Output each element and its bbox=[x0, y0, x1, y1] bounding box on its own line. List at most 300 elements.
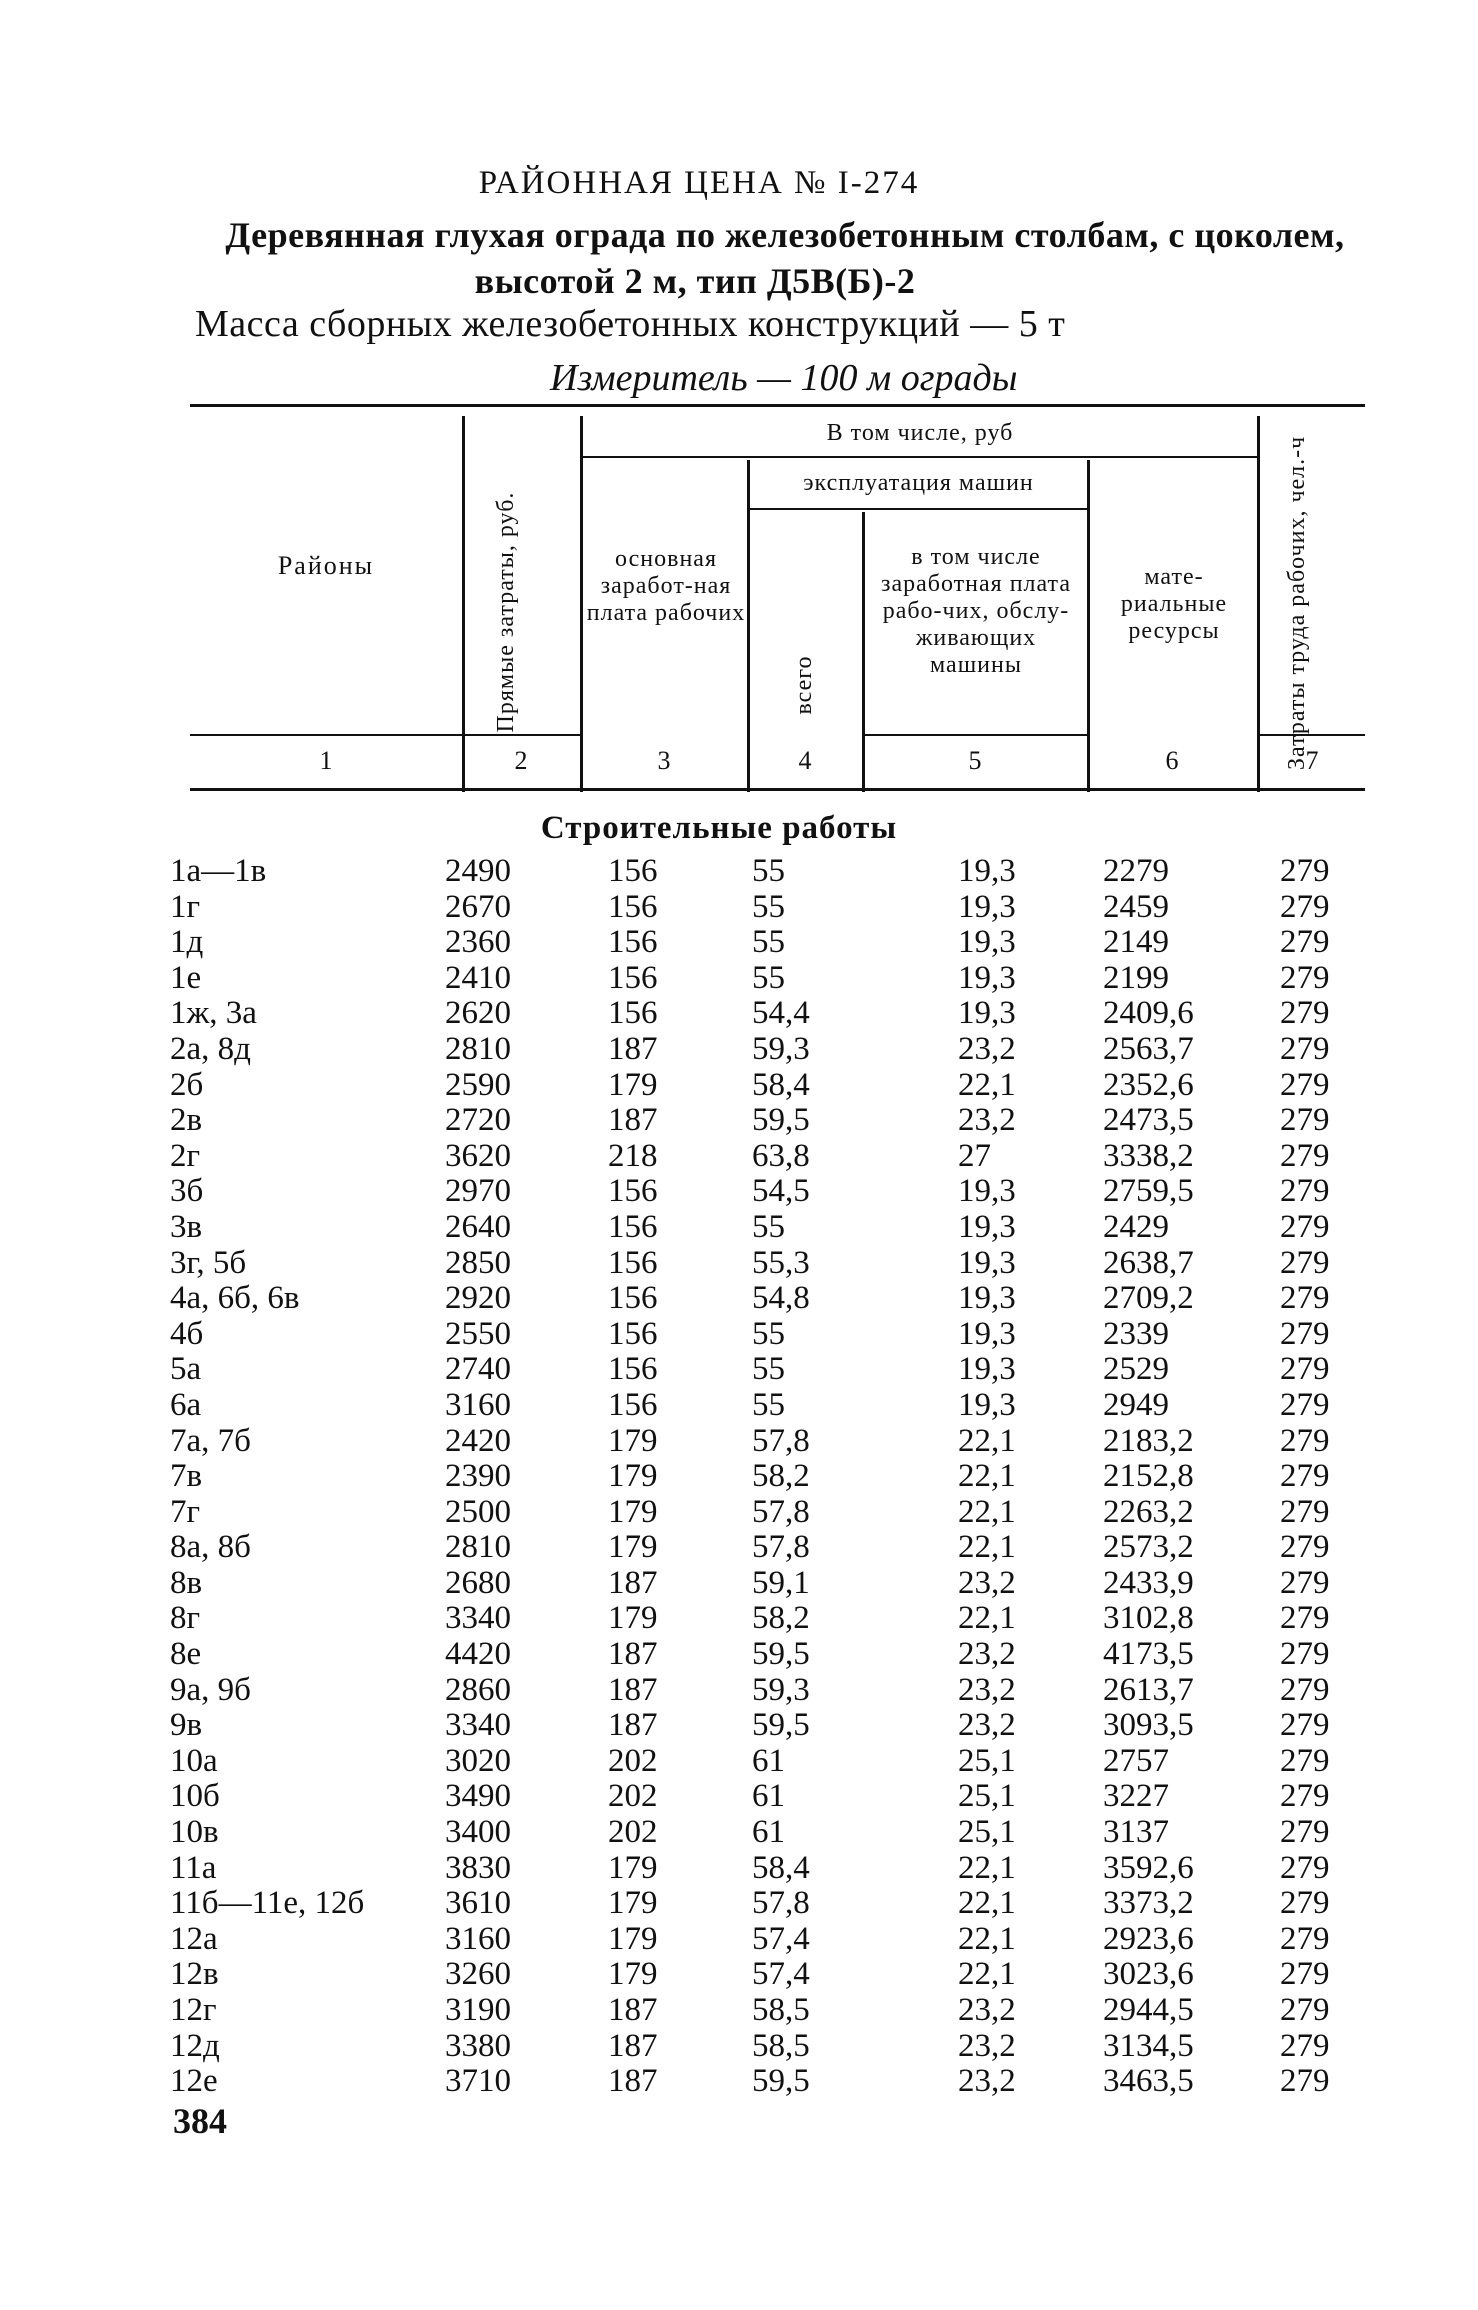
table-row bbox=[0, 1068, 1478, 1104]
base-wage-cell: 202 bbox=[608, 1742, 658, 1779]
labor-cell: 279 bbox=[1280, 1351, 1330, 1388]
materials-cell: 2473,5 bbox=[1103, 1102, 1194, 1139]
direct-costs-cell: 2550 bbox=[445, 1315, 511, 1352]
region-cell: 7г bbox=[170, 1493, 201, 1530]
materials-cell: 2949 bbox=[1103, 1386, 1169, 1423]
labor-cell: 279 bbox=[1280, 1742, 1330, 1779]
table-row bbox=[0, 1281, 1478, 1317]
section-title: Строительные работы bbox=[540, 810, 898, 846]
machine-wage-cell: 19,3 bbox=[958, 888, 1016, 925]
region-cell: 1ж, 3а bbox=[170, 995, 257, 1032]
machine-wage-cell: 23,2 bbox=[958, 2027, 1016, 2064]
region-cell: 10в bbox=[170, 1814, 219, 1851]
direct-costs-cell: 3340 bbox=[445, 1600, 511, 1637]
base-wage-cell: 156 bbox=[608, 1315, 658, 1352]
document-title bbox=[195, 212, 1375, 304]
direct-costs-cell: 3160 bbox=[445, 1386, 511, 1423]
direct-costs-cell: 3190 bbox=[445, 1992, 511, 2028]
labor-cell: 279 bbox=[1280, 1173, 1330, 1210]
machines-total-cell: 55 bbox=[752, 959, 785, 996]
machines-total-cell: 58,2 bbox=[752, 1600, 810, 1637]
direct-costs-cell: 3380 bbox=[445, 2027, 511, 2064]
mass-note: Масса сборных железобетонных конструкций — 5 т bbox=[195, 303, 1066, 345]
materials-cell: 2429 bbox=[1103, 1208, 1169, 1245]
machines-total-cell: 55 bbox=[752, 924, 785, 961]
labor-cell: 279 bbox=[1280, 1992, 1330, 2028]
machines-total-cell: 59,5 bbox=[752, 1636, 810, 1673]
numbers-rule-a bbox=[190, 734, 462, 736]
base-wage-cell: 187 bbox=[608, 1707, 658, 1744]
machines-total-cell: 57,8 bbox=[752, 1885, 810, 1922]
divider-2 bbox=[580, 416, 583, 792]
region-cell: 4а, 6б, 6в bbox=[170, 1280, 300, 1317]
base-wage-cell: 218 bbox=[608, 1137, 658, 1174]
region-cell: 12д bbox=[170, 2027, 220, 2064]
materials-cell: 2263,2 bbox=[1103, 1493, 1194, 1530]
table-row bbox=[0, 1851, 1478, 1887]
region-cell: 1е bbox=[170, 959, 202, 996]
materials-cell: 2459 bbox=[1103, 888, 1169, 925]
numbers-rule-c bbox=[862, 734, 1087, 736]
labor-cell: 279 bbox=[1280, 1458, 1330, 1495]
materials-cell: 2573,2 bbox=[1103, 1529, 1194, 1566]
region-cell: 3г, 5б bbox=[170, 1244, 247, 1281]
base-wage-cell: 179 bbox=[608, 1422, 658, 1459]
table-row bbox=[0, 925, 1478, 961]
materials-cell: 2183,2 bbox=[1103, 1422, 1194, 1459]
machine-wage-cell: 23,2 bbox=[958, 1030, 1016, 1067]
region-cell: 10а bbox=[170, 1742, 218, 1779]
base-wage-cell: 156 bbox=[608, 1351, 658, 1388]
region-cell: 12в bbox=[170, 1956, 219, 1993]
base-wage-cell: 187 bbox=[608, 1992, 658, 2028]
region-cell: 9а, 9б bbox=[170, 1671, 251, 1708]
region-cell: 8е bbox=[170, 1636, 202, 1673]
machine-wage-cell: 22,1 bbox=[958, 1493, 1016, 1530]
materials-cell: 3134,5 bbox=[1103, 2027, 1194, 2064]
labor-cell: 279 bbox=[1280, 1529, 1330, 1566]
machines-total-cell: 54,4 bbox=[752, 995, 810, 1032]
machine-wage-cell: 22,1 bbox=[958, 1920, 1016, 1957]
group-machines-header: эксплуатация машин bbox=[803, 470, 1034, 496]
machines-total-cell: 59,3 bbox=[752, 1030, 810, 1067]
machines-total-cell: 59,1 bbox=[752, 1564, 810, 1601]
base-wage-cell: 156 bbox=[608, 924, 658, 961]
machines-total-cell: 58,5 bbox=[752, 2027, 810, 2064]
base-wage-cell: 187 bbox=[608, 1030, 658, 1067]
table-row bbox=[0, 1815, 1478, 1851]
base-wage-cell: 179 bbox=[608, 1458, 658, 1495]
labor-cell: 279 bbox=[1280, 1707, 1330, 1744]
machine-wage-cell: 19,3 bbox=[958, 1280, 1016, 1317]
labor-cell: 279 bbox=[1280, 853, 1330, 889]
machines-total-cell: 59,5 bbox=[752, 1707, 810, 1744]
machines-total-cell: 57,4 bbox=[752, 1956, 810, 1993]
machine-wage-cell: 23,2 bbox=[958, 1992, 1016, 2028]
machine-wage-cell: 19,3 bbox=[958, 959, 1016, 996]
title-line-2: высотой 2 м, тип Д5В(Б)-2 bbox=[474, 261, 916, 301]
materials-cell: 2944,5 bbox=[1103, 1992, 1194, 2028]
labor-cell: 279 bbox=[1280, 2027, 1330, 2064]
col-base-wage-header: основная заработ-ная плата рабочих bbox=[586, 546, 746, 626]
materials-cell: 2563,7 bbox=[1103, 1030, 1194, 1067]
region-cell: 12е bbox=[170, 2063, 218, 2100]
table-row bbox=[0, 1103, 1478, 1139]
direct-costs-cell: 3160 bbox=[445, 1920, 511, 1957]
machines-total-cell: 63,8 bbox=[752, 1137, 810, 1174]
table-row bbox=[0, 1317, 1478, 1353]
direct-costs-cell: 2590 bbox=[445, 1066, 511, 1103]
table-row bbox=[0, 890, 1478, 926]
base-wage-cell: 202 bbox=[608, 1778, 658, 1815]
col-regions-header: Районы bbox=[277, 551, 375, 580]
labor-cell: 279 bbox=[1280, 1920, 1330, 1957]
machine-wage-cell: 25,1 bbox=[958, 1742, 1016, 1779]
base-wage-cell: 179 bbox=[608, 1066, 658, 1103]
labor-cell: 279 bbox=[1280, 1564, 1330, 1601]
col-number-6: 6 bbox=[1165, 746, 1179, 775]
region-cell: 1а—1в bbox=[170, 853, 267, 889]
direct-costs-cell: 3020 bbox=[445, 1742, 511, 1779]
labor-cell: 279 bbox=[1280, 1030, 1330, 1067]
table-row bbox=[0, 1637, 1478, 1673]
labor-cell: 279 bbox=[1280, 888, 1330, 925]
table-row bbox=[0, 1495, 1478, 1531]
direct-costs-cell: 2410 bbox=[445, 959, 511, 996]
direct-costs-cell: 2360 bbox=[445, 924, 511, 961]
table-row bbox=[0, 1957, 1478, 1993]
divider-4 bbox=[862, 512, 865, 792]
machines-total-cell: 55 bbox=[752, 888, 785, 925]
table-row bbox=[0, 1922, 1478, 1958]
region-cell: 11а bbox=[170, 1849, 217, 1886]
base-wage-cell: 179 bbox=[608, 1493, 658, 1530]
materials-cell: 2923,6 bbox=[1103, 1920, 1194, 1957]
base-wage-cell: 156 bbox=[608, 853, 658, 889]
table-row bbox=[0, 1246, 1478, 1282]
base-wage-cell: 156 bbox=[608, 1244, 658, 1281]
table-row bbox=[0, 2029, 1478, 2065]
machine-wage-cell: 19,3 bbox=[958, 853, 1016, 889]
materials-cell: 3338,2 bbox=[1103, 1137, 1194, 1174]
machines-total-cell: 55 bbox=[752, 1208, 785, 1245]
table-row bbox=[0, 1388, 1478, 1424]
machines-total-cell: 59,3 bbox=[752, 1671, 810, 1708]
col-materials-header: мате-риальные ресурсы bbox=[1120, 564, 1228, 644]
materials-cell: 3592,6 bbox=[1103, 1849, 1194, 1886]
labor-cell: 279 bbox=[1280, 1493, 1330, 1530]
direct-costs-cell: 3620 bbox=[445, 1137, 511, 1174]
region-cell: 8г bbox=[170, 1600, 201, 1637]
machines-total-cell: 59,5 bbox=[752, 1102, 810, 1139]
materials-cell: 2709,2 bbox=[1103, 1280, 1194, 1317]
direct-costs-cell: 2640 bbox=[445, 1208, 511, 1245]
direct-costs-cell: 2860 bbox=[445, 1671, 511, 1708]
col-machine-wage-header: в том числе заработная плата рабо-чих, обслу-живающих машины bbox=[881, 544, 1071, 678]
machine-wage-cell: 19,3 bbox=[958, 995, 1016, 1032]
base-wage-cell: 187 bbox=[608, 2063, 658, 2100]
table-header bbox=[190, 404, 1365, 792]
base-wage-cell: 187 bbox=[608, 1671, 658, 1708]
base-wage-cell: 187 bbox=[608, 1564, 658, 1601]
materials-cell: 3093,5 bbox=[1103, 1707, 1194, 1744]
group-rule-total bbox=[583, 456, 1257, 458]
labor-cell: 279 bbox=[1280, 1778, 1330, 1815]
machine-wage-cell: 19,3 bbox=[958, 1315, 1016, 1352]
region-cell: 4б bbox=[170, 1315, 204, 1352]
machine-wage-cell: 22,1 bbox=[958, 1529, 1016, 1566]
direct-costs-cell: 2850 bbox=[445, 1244, 511, 1281]
machines-total-cell: 57,8 bbox=[752, 1529, 810, 1566]
machine-wage-cell: 19,3 bbox=[958, 1386, 1016, 1423]
materials-cell: 2152,8 bbox=[1103, 1458, 1194, 1495]
region-cell: 9в bbox=[170, 1707, 203, 1744]
materials-cell: 2759,5 bbox=[1103, 1173, 1194, 1210]
region-cell: 7в bbox=[170, 1458, 203, 1495]
machines-total-cell: 55 bbox=[752, 1315, 785, 1352]
direct-costs-cell: 2390 bbox=[445, 1458, 511, 1495]
direct-costs-cell: 2920 bbox=[445, 1280, 511, 1317]
machine-wage-cell: 23,2 bbox=[958, 1671, 1016, 1708]
labor-cell: 279 bbox=[1280, 1244, 1330, 1281]
region-cell: 12г bbox=[170, 1992, 217, 2028]
col-direct-costs-header: Прямые затраты, руб. bbox=[493, 491, 519, 733]
direct-costs-cell: 2810 bbox=[445, 1529, 511, 1566]
col-number-1: 1 bbox=[319, 746, 333, 775]
group-rule-machines bbox=[750, 508, 1087, 510]
table-row bbox=[0, 1779, 1478, 1815]
col-machines-total-header: всего bbox=[791, 655, 817, 715]
labor-cell: 279 bbox=[1280, 1066, 1330, 1103]
region-cell: 2г bbox=[170, 1137, 201, 1174]
base-wage-cell: 156 bbox=[608, 959, 658, 996]
table-row bbox=[0, 1459, 1478, 1495]
direct-costs-cell: 2620 bbox=[445, 995, 511, 1032]
base-wage-cell: 179 bbox=[608, 1885, 658, 1922]
measure-note: Измеритель — 100 м ограды bbox=[550, 357, 1018, 399]
region-cell: 7а, 7б bbox=[170, 1422, 251, 1459]
base-wage-cell: 179 bbox=[608, 1600, 658, 1637]
machines-total-cell: 61 bbox=[752, 1778, 785, 1815]
materials-cell: 3227 bbox=[1103, 1778, 1169, 1815]
machine-wage-cell: 23,2 bbox=[958, 1102, 1016, 1139]
direct-costs-cell: 3260 bbox=[445, 1956, 511, 1993]
direct-costs-cell: 4420 bbox=[445, 1636, 511, 1673]
region-cell: 11б—11е, 12б bbox=[170, 1885, 365, 1922]
base-wage-cell: 179 bbox=[608, 1920, 658, 1957]
materials-cell: 2199 bbox=[1103, 959, 1169, 996]
region-cell: 1г bbox=[170, 888, 201, 925]
machines-total-cell: 58,5 bbox=[752, 1992, 810, 2028]
page-number: 384 bbox=[173, 2101, 227, 2141]
base-wage-cell: 179 bbox=[608, 1849, 658, 1886]
base-wage-cell: 187 bbox=[608, 1636, 658, 1673]
header-bottom-rule bbox=[190, 788, 1365, 791]
machine-wage-cell: 22,1 bbox=[958, 1885, 1016, 1922]
machine-wage-cell: 25,1 bbox=[958, 1814, 1016, 1851]
direct-costs-cell: 2500 bbox=[445, 1493, 511, 1530]
direct-costs-cell: 2490 bbox=[445, 853, 511, 889]
table-row bbox=[0, 1424, 1478, 1460]
direct-costs-cell: 2680 bbox=[445, 1564, 511, 1601]
divider-5 bbox=[1087, 460, 1090, 792]
materials-cell: 4173,5 bbox=[1103, 1636, 1194, 1673]
col-labor-header: Затраты труда рабочих, чел.-ч bbox=[1284, 435, 1310, 770]
machine-wage-cell: 23,2 bbox=[958, 1564, 1016, 1601]
table-row bbox=[0, 854, 1478, 890]
col-number-5: 5 bbox=[968, 746, 982, 775]
table-row bbox=[0, 1032, 1478, 1068]
table-row bbox=[0, 1174, 1478, 1210]
labor-cell: 279 bbox=[1280, 1885, 1330, 1922]
table-row bbox=[0, 1673, 1478, 1709]
direct-costs-cell: 3340 bbox=[445, 1707, 511, 1744]
labor-cell: 279 bbox=[1280, 1102, 1330, 1139]
direct-costs-cell: 2970 bbox=[445, 1173, 511, 1210]
table-row bbox=[0, 1530, 1478, 1566]
table-row bbox=[0, 996, 1478, 1032]
labor-cell: 279 bbox=[1280, 1280, 1330, 1317]
machine-wage-cell: 23,2 bbox=[958, 1636, 1016, 1673]
machines-total-cell: 57,8 bbox=[752, 1422, 810, 1459]
title-line-1: Деревянная глухая ограда по железобетонным столбам, с цоколем, bbox=[225, 215, 1345, 255]
table-row bbox=[0, 1210, 1478, 1246]
machine-wage-cell: 19,3 bbox=[958, 924, 1016, 961]
region-cell: 12а bbox=[170, 1920, 218, 1957]
machine-wage-cell: 19,3 bbox=[958, 1244, 1016, 1281]
materials-cell: 2433,9 bbox=[1103, 1564, 1194, 1601]
table-row bbox=[0, 1993, 1478, 2029]
materials-cell: 3373,2 bbox=[1103, 1885, 1194, 1922]
machine-wage-cell: 25,1 bbox=[958, 1778, 1016, 1815]
table-row bbox=[0, 1601, 1478, 1637]
col-number-4: 4 bbox=[798, 746, 812, 775]
machines-total-cell: 57,8 bbox=[752, 1493, 810, 1530]
region-cell: 3б bbox=[170, 1173, 204, 1210]
machines-total-cell: 61 bbox=[752, 1814, 785, 1851]
labor-cell: 279 bbox=[1280, 959, 1330, 996]
machines-total-cell: 55 bbox=[752, 1386, 785, 1423]
table-row bbox=[0, 1352, 1478, 1388]
machine-wage-cell: 22,1 bbox=[958, 1066, 1016, 1103]
machine-wage-cell: 19,3 bbox=[958, 1173, 1016, 1210]
labor-cell: 279 bbox=[1280, 1208, 1330, 1245]
labor-cell: 279 bbox=[1280, 2063, 1330, 2100]
machine-wage-cell: 22,1 bbox=[958, 1600, 1016, 1637]
materials-cell: 2339 bbox=[1103, 1315, 1169, 1352]
machines-total-cell: 54,5 bbox=[752, 1173, 810, 1210]
direct-costs-cell: 3610 bbox=[445, 1885, 511, 1922]
region-cell: 6а bbox=[170, 1386, 202, 1423]
materials-cell: 2352,6 bbox=[1103, 1066, 1194, 1103]
region-cell: 2б bbox=[170, 1066, 204, 1103]
region-cell: 8а, 8б bbox=[170, 1529, 251, 1566]
materials-cell: 2638,7 bbox=[1103, 1244, 1194, 1281]
labor-cell: 279 bbox=[1280, 924, 1330, 961]
base-wage-cell: 179 bbox=[608, 1529, 658, 1566]
table-row bbox=[0, 2064, 1478, 2100]
base-wage-cell: 156 bbox=[608, 995, 658, 1032]
base-wage-cell: 156 bbox=[608, 1173, 658, 1210]
machines-total-cell: 54,8 bbox=[752, 1280, 810, 1317]
labor-cell: 279 bbox=[1280, 1671, 1330, 1708]
machines-total-cell: 57,4 bbox=[752, 1920, 810, 1957]
region-cell: 5а bbox=[170, 1351, 202, 1388]
table-row bbox=[0, 1708, 1478, 1744]
direct-costs-cell: 3400 bbox=[445, 1814, 511, 1851]
group-total-header: В том числе, руб bbox=[826, 420, 1014, 446]
labor-cell: 279 bbox=[1280, 1137, 1330, 1174]
labor-cell: 279 bbox=[1280, 1386, 1330, 1423]
materials-cell: 2279 bbox=[1103, 853, 1169, 889]
base-wage-cell: 187 bbox=[608, 1102, 658, 1139]
machines-total-cell: 55 bbox=[752, 1351, 785, 1388]
region-cell: 8в bbox=[170, 1564, 203, 1601]
machines-total-cell: 58,2 bbox=[752, 1458, 810, 1495]
region-cell: 1д bbox=[170, 924, 204, 961]
region-cell: 2а, 8д bbox=[170, 1030, 251, 1067]
machines-total-cell: 59,5 bbox=[752, 2063, 810, 2100]
machines-total-cell: 58,4 bbox=[752, 1066, 810, 1103]
base-wage-cell: 156 bbox=[608, 1280, 658, 1317]
header-top-rule bbox=[190, 404, 1365, 407]
machines-total-cell: 55,3 bbox=[752, 1244, 810, 1281]
machines-total-cell: 55 bbox=[752, 853, 785, 889]
machine-wage-cell: 23,2 bbox=[958, 2063, 1016, 2100]
machine-wage-cell: 23,2 bbox=[958, 1707, 1016, 1744]
labor-cell: 279 bbox=[1280, 1600, 1330, 1637]
machine-wage-cell: 22,1 bbox=[958, 1849, 1016, 1886]
region-cell: 10б bbox=[170, 1778, 220, 1815]
machine-wage-cell: 22,1 bbox=[958, 1956, 1016, 1993]
materials-cell: 3023,6 bbox=[1103, 1956, 1194, 1993]
table-row bbox=[0, 1744, 1478, 1780]
direct-costs-cell: 2720 bbox=[445, 1102, 511, 1139]
direct-costs-cell: 3710 bbox=[445, 2063, 511, 2100]
table-row bbox=[0, 1566, 1478, 1602]
base-wage-cell: 202 bbox=[608, 1814, 658, 1851]
labor-cell: 279 bbox=[1280, 1636, 1330, 1673]
machine-wage-cell: 22,1 bbox=[958, 1422, 1016, 1459]
labor-cell: 279 bbox=[1280, 1956, 1330, 1993]
direct-costs-cell: 2810 bbox=[445, 1030, 511, 1067]
base-wage-cell: 156 bbox=[608, 1386, 658, 1423]
materials-cell: 2529 bbox=[1103, 1351, 1169, 1388]
direct-costs-cell: 3490 bbox=[445, 1778, 511, 1815]
base-wage-cell: 187 bbox=[608, 2027, 658, 2064]
labor-cell: 279 bbox=[1280, 1849, 1330, 1886]
region-cell: 3в bbox=[170, 1208, 203, 1245]
machine-wage-cell: 19,3 bbox=[958, 1351, 1016, 1388]
materials-cell: 3463,5 bbox=[1103, 2063, 1194, 2100]
materials-cell: 3102,8 bbox=[1103, 1600, 1194, 1637]
machine-wage-cell: 22,1 bbox=[958, 1458, 1016, 1495]
materials-cell: 2149 bbox=[1103, 924, 1169, 961]
direct-costs-cell: 3830 bbox=[445, 1849, 511, 1886]
machine-wage-cell: 27 bbox=[958, 1137, 991, 1174]
col-number-7: 7 bbox=[1305, 746, 1319, 775]
machines-total-cell: 58,4 bbox=[752, 1849, 810, 1886]
labor-cell: 279 bbox=[1280, 1315, 1330, 1352]
machines-total-cell: 61 bbox=[752, 1742, 785, 1779]
table-row bbox=[0, 961, 1478, 997]
table-row bbox=[0, 1886, 1478, 1922]
base-wage-cell: 156 bbox=[608, 888, 658, 925]
table-row bbox=[0, 1139, 1478, 1175]
labor-cell: 279 bbox=[1280, 995, 1330, 1032]
labor-cell: 279 bbox=[1280, 1814, 1330, 1851]
materials-cell: 2409,6 bbox=[1103, 995, 1194, 1032]
